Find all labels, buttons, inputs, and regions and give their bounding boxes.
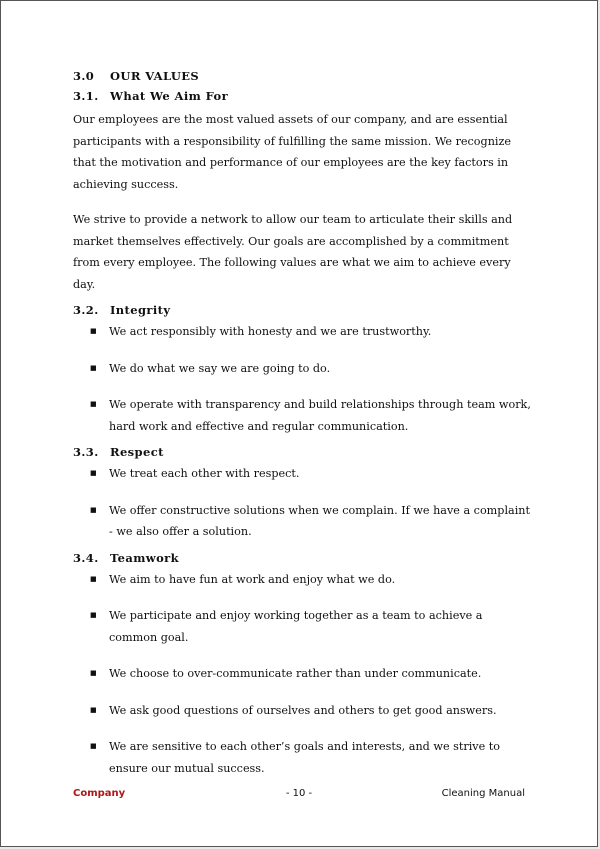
bullet-icon: ■	[90, 505, 97, 514]
list-item: ■ We ask good questions of ourselves and others to get good answers.	[73, 700, 531, 722]
page-footer	[73, 788, 525, 806]
list-item: ■ We offer constructive solutions when we complain. If we have a complaint - we also offer a solution.	[73, 500, 531, 543]
list-item: ■ We act responsibly with honesty and we are trustworthy.	[73, 321, 531, 343]
footer-document-title: Cleaning Manual	[441, 788, 525, 799]
bullet-icon: ■	[90, 611, 97, 619]
list-item: ■ We are sensitive to each other’s goals and interests, and we strive to ensure our mutual success.	[73, 736, 531, 779]
subsection-title: Integrity	[110, 303, 171, 317]
subsection-heading-aim	[73, 85, 531, 107]
subsection-title: What We Aim For	[110, 89, 229, 103]
list-item: ■ We operate with transparency and build relationships through team work, hard work and effective and regular communication.	[73, 394, 531, 437]
list-item: ■ We treat each other with respect.	[73, 463, 531, 485]
bullet-list-integrity	[73, 321, 531, 437]
bullet-icon: ■	[90, 742, 97, 750]
subsection-title: Teamwork	[110, 550, 179, 565]
list-item: ■ We aim to have fun at work and enjoy what we do.	[73, 569, 531, 591]
bullet-icon: ■	[90, 327, 97, 335]
subsection-number: 3.4.	[73, 550, 99, 565]
subsection-number: 3.2.	[73, 303, 99, 317]
bullet-icon: ■	[90, 469, 97, 477]
bullet-icon: ■	[90, 574, 97, 583]
bullet-icon: ■	[90, 669, 97, 677]
page-content	[73, 63, 531, 783]
list-item: ■ We choose to over-communicate rather than under communicate.	[73, 663, 531, 685]
subsection-heading-integrity	[73, 299, 531, 321]
bullet-icon: ■	[90, 705, 97, 714]
section-number: 3.0	[73, 69, 95, 83]
footer-company: Company	[73, 788, 126, 799]
subsection-title: Respect	[110, 445, 164, 459]
bullet-icon: ■	[90, 363, 97, 372]
footer-page-number: - 10 -	[285, 788, 313, 799]
section-title: OUR VALUES	[110, 69, 200, 83]
subsection-number: 3.1.	[73, 89, 99, 103]
bullet-icon: ■	[90, 400, 97, 408]
subsection-number: 3.3.	[73, 445, 99, 459]
paragraph: Our employees are the most valued assets of our company, and are essential participants with a responsibility of fulfilling the same mission. We recognize that the motivation and performance of our employees are the key factors in achieving success.	[73, 113, 512, 191]
list-item: ■ We do what we say we are going to do.	[73, 358, 531, 380]
section-heading	[73, 67, 531, 85]
paragraph: We strive to provide a network to allow our team to articulate their skills and market themselves effectively. Our goals are accomplished by a commitment from every employee. The following values are what we aim to achieve every day.	[73, 213, 513, 291]
bullet-list-teamwork	[73, 569, 531, 780]
subsection-heading-respect	[73, 441, 531, 463]
list-item: ■ We participate and enjoy working together as a team to achieve a common goal.	[73, 605, 531, 648]
subsection-heading-teamwork	[73, 547, 531, 569]
bullet-list-respect	[73, 463, 531, 543]
